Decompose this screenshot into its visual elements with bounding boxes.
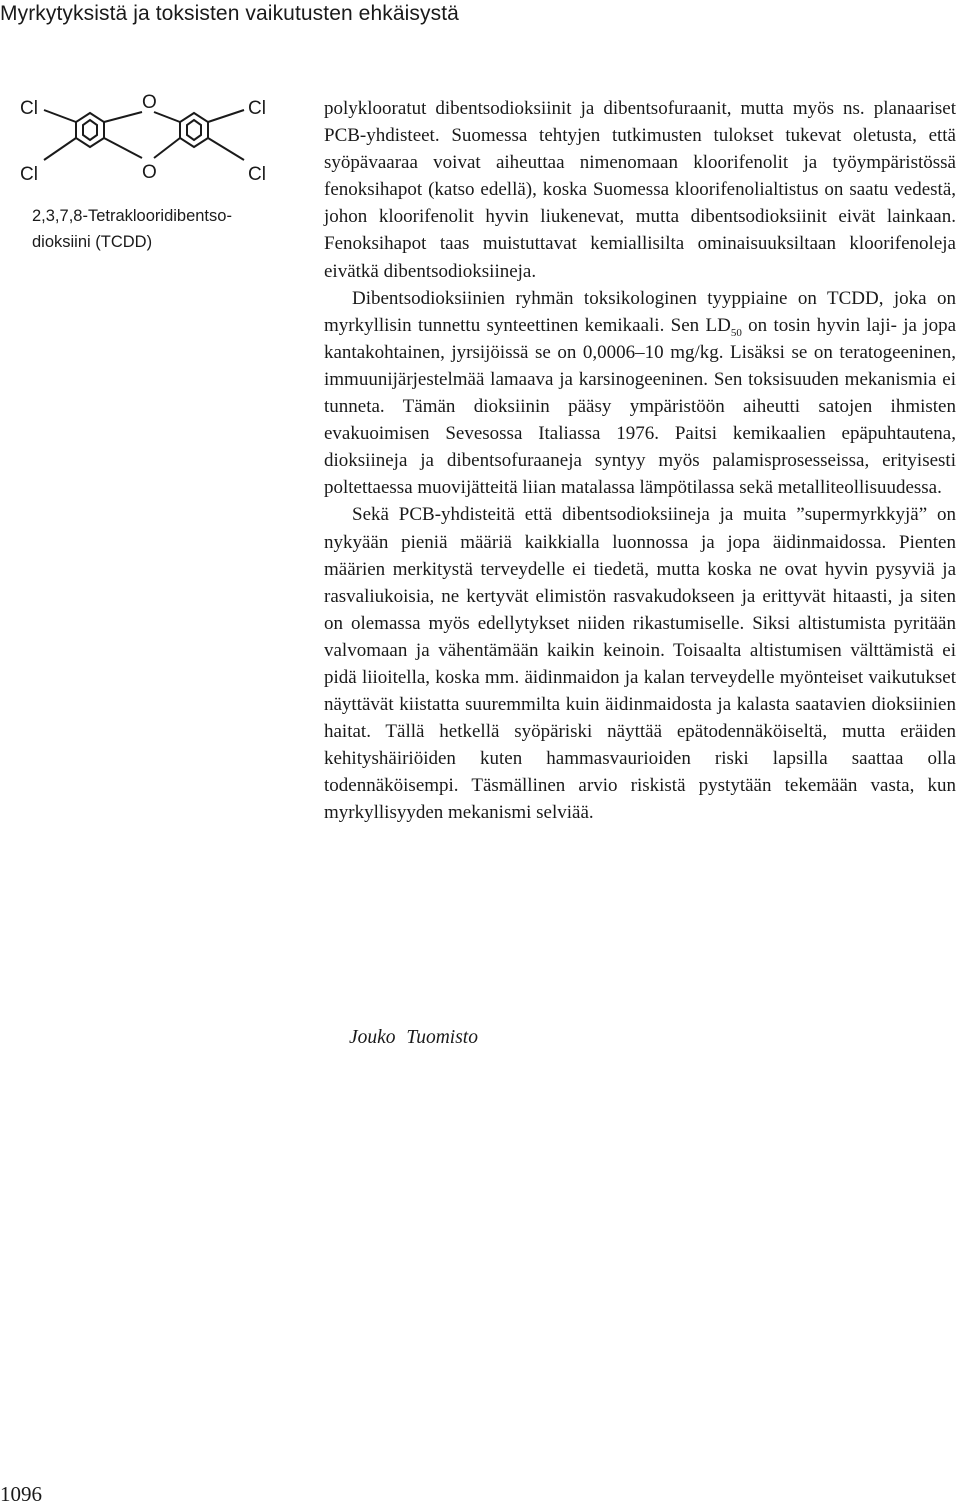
atom-o-bottom: O	[142, 162, 157, 183]
bond-cl-bottom-right	[208, 138, 244, 160]
ld-subscript: 50	[730, 326, 742, 339]
bond-o-top-left	[104, 112, 142, 122]
right-benzene-ring	[180, 113, 208, 147]
running-header: Myrkytyksistä ja toksisten vaikutusten ehkäisystä	[0, 2, 459, 25]
page-number: 1096	[0, 1482, 42, 1506]
tcdd-structure-diagram	[0, 90, 310, 190]
article-body	[324, 95, 956, 827]
figure-caption	[32, 203, 292, 255]
left-benzene-ring	[76, 113, 104, 147]
atom-cl-bottom-right: Cl	[248, 164, 266, 185]
paragraph-1: polyklooratut dibentsodioksiinit ja dibentsofuraanit, mutta myös ns. planaariset PCB-yhdisteet. Suomessa tehtyjen tutkimusten tulokset tukevat oletusta, että syöpävaaraa voivat aiheuttaa nimenomaan kloorifenolit ja työympäristössä fenoksihapot (katso edellä), koska Suomessa kloorifenolialtistus on saatu vedestä, johon kloorifenolit hyvin liukenevat, mutta dibentsodioksiinit eivät lainkaan. Fenoksihapot taas muistuttavat kemiallisilta ominaisuuksiltaan kloorifenoleja eivätkä dibentsodioksiineja.	[324, 98, 956, 282]
author-signature: Jouko Tuomisto	[349, 1027, 478, 1048]
tcdd-structure-figure	[0, 90, 310, 190]
paragraph-3: Sekä PCB-yhdisteitä että dibentsodioksiineja ja muita ”supermyrkkyjä” on nykyään pieniä määriä kaikkialla luonnossa ja jopa äidinmaidossa. Pienten määrien merkitystä terveydelle ei tiedetä, mutta koska ne ovat hyvin pysyviä ja rasvaliukoisia, ne kertyvät elimistön rasvakudokseen ja erittyvät hitaasti, ja siten on olemassa myös edellytykset niiden rikastumiselle. Siksi altistumista pyritään valvomaan ja vähentämään kaikin keinoin. Toisaalta altistumisen välttämistä ei pidä liioitella, koska mm. äidinmaidon ja kalan terveydelle myönteiset vaikutukset näyttävät kiistatta suuremmilta kuin äidinmaidosta ja kalasta saatavien dioksiinien haitat. Tällä hetkellä syöpäriski näyttää epätodennäköiseltä, mutta eräiden kehityshäiriöiden kuten hammasvaurioiden riski lapsilla saattaa olla todennäköisempi. Täsmällinen arvio riskistä pystytään tekemään vasta, kun myrkyllisyyden mekanismi selviää.	[324, 504, 956, 824]
right-ring-inner	[187, 120, 201, 140]
bond-cl-bottom-left	[44, 138, 76, 160]
atom-o-top: O	[142, 92, 157, 113]
caption-line-1: 2,3,7,8-Tetraklooridibentso-	[32, 207, 232, 225]
bond-o-bottom-right	[154, 138, 180, 158]
bond-o-bottom-left	[104, 138, 142, 158]
bond-o-top-right	[154, 112, 180, 122]
atom-cl-top-left: Cl	[20, 98, 38, 119]
paragraph-2	[324, 285, 956, 502]
left-ring-inner	[83, 120, 97, 140]
caption-line-2: dioksiini (TCDD)	[32, 233, 153, 251]
bond-cl-top-right	[208, 110, 244, 122]
paragraph-2-part-b: on tosin hyvin laji- ja jopa kantakohtainen, jyrsijöissä se on 0,0006–10 mg/kg. Lisäksi se on teratogeeninen, immuunijärjestelmää lamaava ja karsinogeeninen. Sen toksisuuden mekanismia ei tunneta. Tämän dioksiinin pääsy ympäristöön aiheutti satojen ihmisten evakuoimisen Sevesossa Italiassa 1976. Paitsi kemikaalien epäpuhtautena, dioksiineja ja dibentsofuraaneja syntyy myös palamisprosesseissa, erityisesti poltettaessa muovijätteitä liian matalassa lämpötilassa sekä metalliteollisuudessa.	[324, 314, 956, 499]
paragraph-2-part-a: Dibentsodioksiinien ryhmän toksikologinen tyyppiaine on TCDD, joka on myrkyllisin tunnettu synteettinen kemikaali. Sen LD	[324, 287, 956, 336]
atom-cl-bottom-left: Cl	[20, 164, 38, 185]
atom-cl-top-right: Cl	[248, 98, 266, 119]
bond-cl-top-left	[44, 110, 76, 122]
